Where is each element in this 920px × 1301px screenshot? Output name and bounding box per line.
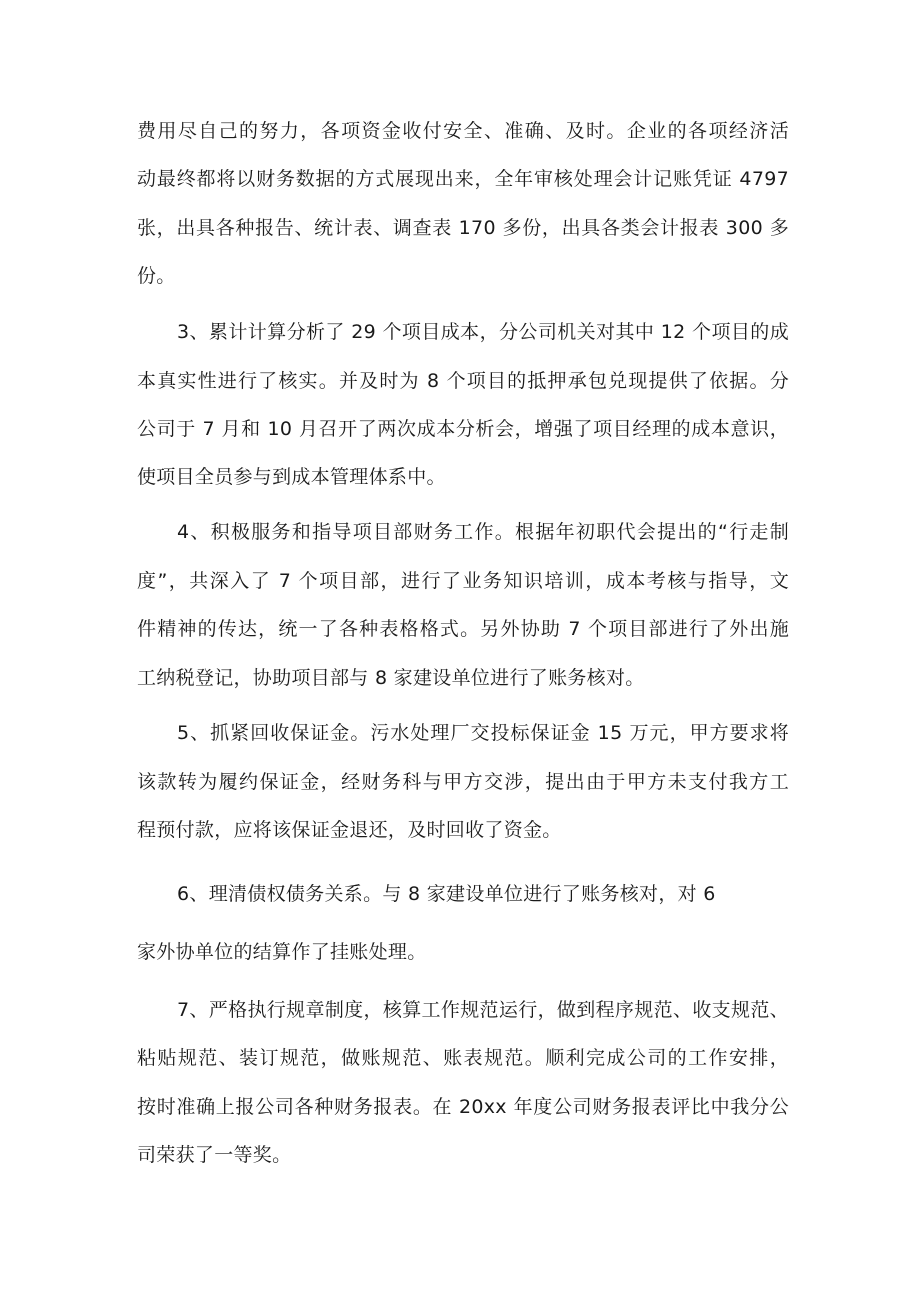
- paragraph-item-3-line-1: 3、累计计算分析了 29 个项目成本，分公司机关对其中 12 个项目的成: [177, 321, 789, 343]
- paragraph-item-7-line-1: 7、严格执行规章制度，核算工作规范运行，做到程序规范、收支规范、: [177, 999, 789, 1021]
- paragraph-1-line-4: 份。: [137, 265, 176, 287]
- paragraph-item-6-line-2: 家外协单位的结算作了挂账处理。: [137, 941, 427, 963]
- paragraph-item-5-line-3: 程预付款，应将该保证金退还，及时回收了资金。: [137, 819, 562, 841]
- paragraph-item-3-line-3: 公司于 7 月和 10 月召开了两次成本分析会，增强了项目经理的成本意识，: [137, 418, 789, 440]
- paragraph-item-3-line-2: 本真实性进行了核实。并及时为 8 个项目的抵押承包兑现提供了依据。分: [137, 370, 789, 392]
- paragraph-item-7-line-4: 司荣获了一等奖。: [137, 1144, 292, 1166]
- paragraph-item-4-line-1: 4、积极服务和指导项目部财务工作。根据年初职代会提出的“行走制: [177, 521, 789, 543]
- paragraph-item-5-line-1: 5、抓紧回收保证金。污水处理厂交投标保证金 15 万元，甲方要求将: [177, 722, 789, 744]
- paragraph-1-line-2: 动最终都将以财务数据的方式展现出来，全年审核处理会计记账凭证 4797: [137, 168, 789, 190]
- paragraph-1-line-1: 费用尽自己的努力，各项资金收付安全、准确、及时。企业的各项经济活: [137, 120, 789, 142]
- paragraph-item-5-line-2: 该款转为履约保证金，经财务科与甲方交涉，提出由于甲方未支付我方工: [137, 771, 789, 793]
- paragraph-item-4-line-4: 工纳税登记，协助项目部与 8 家建设单位进行了账务核对。: [137, 667, 645, 689]
- paragraph-item-4-line-2: 度”，共深入了 7 个项目部，进行了业务知识培训，成本考核与指导，文: [137, 570, 789, 592]
- paragraph-item-3-line-4: 使项目全员参与到成本管理体系中。: [137, 466, 446, 488]
- paragraph-item-7-line-3: 按时准确上报公司各种财务报表。在 20xx 年度公司财务报表评比中我分公: [137, 1096, 789, 1118]
- paragraph-item-4-line-3: 件精神的传达，统一了各种表格格式。另外协助 7 个项目部进行了外出施: [137, 618, 789, 640]
- paragraph-item-6-line-1: 6、理清债权债务关系。与 8 家建设单位进行了账务核对，对 6: [177, 883, 716, 905]
- paragraph-item-7-line-2: 粘贴规范、装订规范，做账规范、账表规范。顺利完成公司的工作安排，: [137, 1047, 789, 1069]
- paragraph-1-line-3: 张，出具各种报告、统计表、调查表 170 多份，出具各类会计报表 300 多: [137, 217, 789, 239]
